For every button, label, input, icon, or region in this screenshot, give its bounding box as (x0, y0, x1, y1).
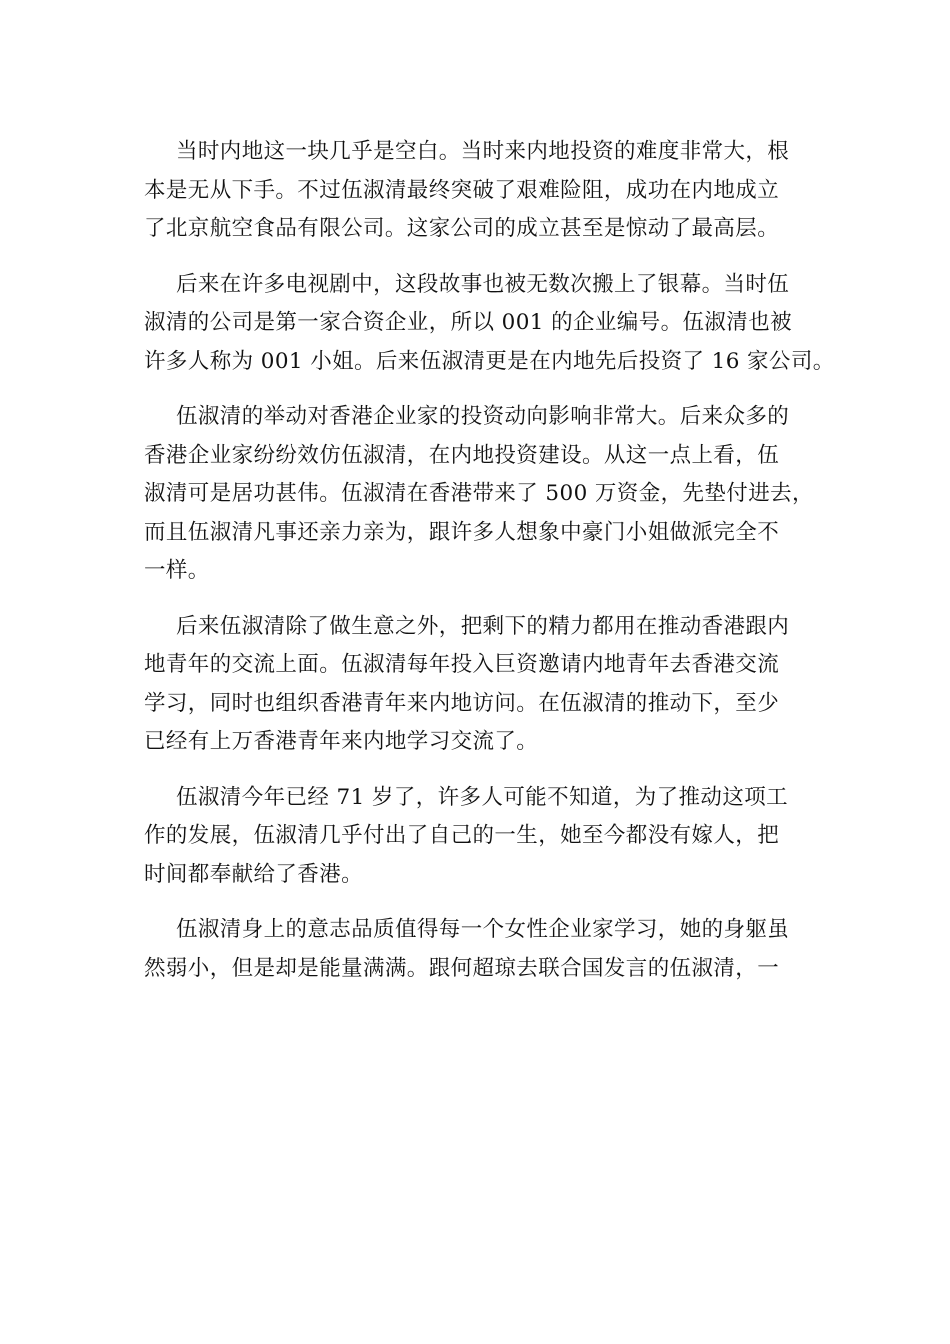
paragraph-6 (144, 911, 808, 988)
paragraph-3 (144, 398, 814, 591)
paragraph-line: 伍淑清今年已经 71 岁了，许多人可能不知道，为了推动这项工 (176, 784, 789, 810)
paragraph-line: 已经有上万香港青年来内地学习交流了。 (144, 729, 539, 754)
paragraph-line: 然弱小，但是却是能量满满。跟何超琼去联合国发言的伍淑清，一 (144, 955, 780, 981)
paragraph-line: 许多人称为 001 小姐。后来伍淑清更是在内地先后投资了 16 家公司。 (144, 348, 835, 374)
paragraph-line: 香港企业家纷纷效仿伍淑清，在内地投资建设。从这一点上看，伍 (144, 442, 780, 468)
paragraph-line: 学习，同时也组织香港青年来内地访问。在伍淑清的推动下，至少 (144, 690, 780, 716)
paragraph-line: 了北京航空食品有限公司。这家公司的成立甚至是惊动了最高层。 (144, 216, 780, 241)
document-body (144, 133, 835, 1005)
paragraph-line: 后来在许多电视剧中，这段故事也被无数次搬上了银幕。当时伍 (176, 271, 790, 297)
paragraph-line: 伍淑清身上的意志品质值得每一个女性企业家学习，她的身躯虽 (176, 917, 790, 942)
paragraph-5 (144, 779, 808, 895)
paragraph-line: 本是无从下手。不过伍淑清最终突破了艰难险阻，成功在内地成立 (144, 177, 780, 203)
paragraph-line: 地青年的交流上面。伍淑清每年投入巨资邀请内地青年去香港交流 (144, 652, 780, 677)
paragraph-line: 淑清的公司是第一家合资企业，所以 001 的企业编号。伍淑清也被 (144, 310, 793, 335)
paragraph-2 (144, 266, 835, 382)
paragraph-line: 淑清可是居功甚伟。伍淑清在香港带来了 500 万资金，先垫付进去， (144, 481, 814, 506)
paragraph-line: 一样。 (144, 558, 210, 583)
paragraph-line: 伍淑清的举动对香港企业家的投资动向影响非常大。后来众多的 (176, 404, 790, 429)
paragraph-line: 作的发展，伍淑清几乎付出了自己的一生，她至今都没有嫁人，把 (144, 823, 780, 848)
paragraph-line: 后来伍淑清除了做生意之外，把剩下的精力都用在推动香港跟内 (176, 613, 790, 639)
paragraph-1 (144, 133, 808, 249)
paragraph-line: 时间都奉献给了香港。 (144, 861, 364, 887)
paragraph-line: 而且伍淑清凡事还亲力亲为，跟许多人想象中豪门小姐做派完全不 (144, 519, 780, 545)
paragraph-4 (144, 608, 808, 762)
paragraph-line: 当时内地这一块几乎是空白。当时来内地投资的难度非常大，根 (176, 139, 790, 164)
